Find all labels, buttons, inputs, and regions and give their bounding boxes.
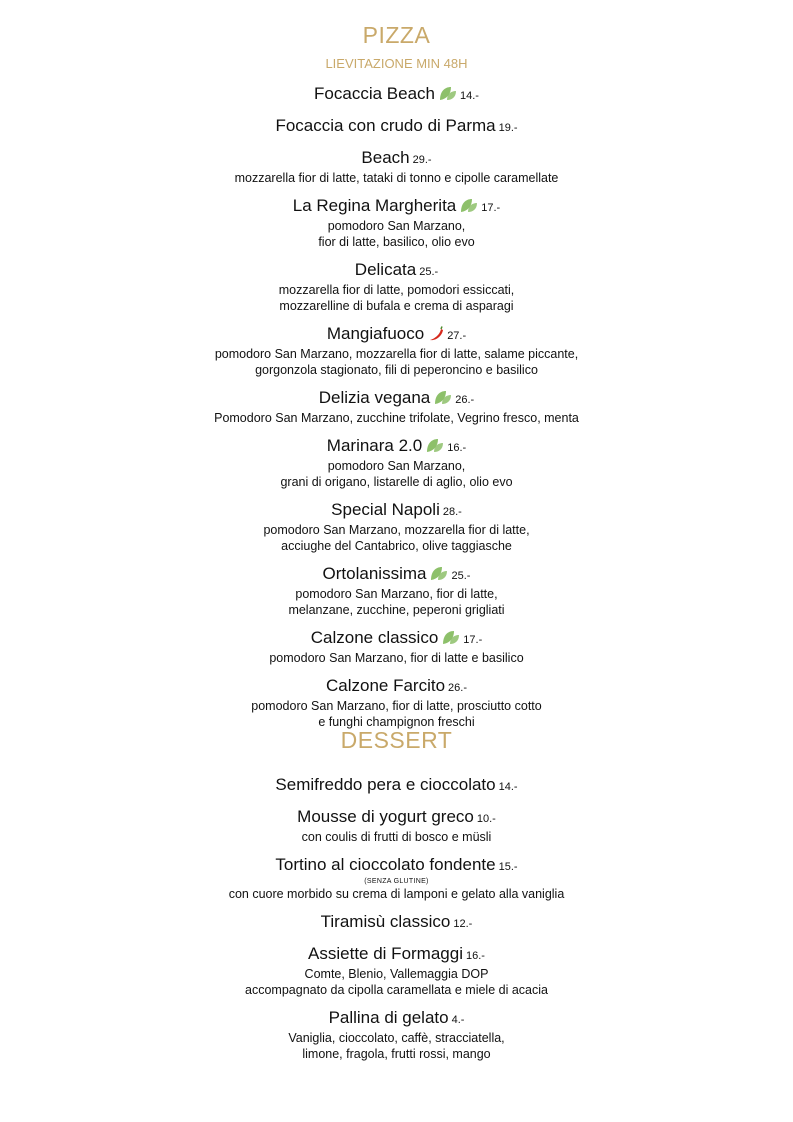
leaf-icon <box>434 390 452 410</box>
menu-item <box>0 116 793 138</box>
item-name: Beach <box>361 148 410 167</box>
menu-item <box>0 1008 793 1062</box>
item-name: Assiette di Formaggi <box>308 944 463 963</box>
menu-item <box>0 628 793 666</box>
item-name-row <box>0 628 793 650</box>
item-price: 14.- <box>459 90 479 102</box>
item-description-line: pomodoro San Marzano, mozzarella fior di latte, salame piccante, <box>214 347 579 361</box>
item-price: 10.- <box>476 813 496 825</box>
item-name-row <box>0 944 793 966</box>
item-description-line: pomodoro San Marzano, fior di latte, prosciutto cotto <box>251 699 542 713</box>
item-name-row <box>0 676 793 698</box>
item-description-line: limone, fragola, frutti rossi, mango <box>302 1047 491 1061</box>
menu-item <box>0 436 793 490</box>
leaf-icon <box>460 198 478 218</box>
item-name-row <box>0 436 793 458</box>
item-description-line: pomodoro San Marzano, <box>327 459 466 473</box>
item-name: Mousse di yogurt greco <box>297 807 474 826</box>
item-price: 28.- <box>442 506 462 518</box>
item-name: Special Napoli <box>331 500 440 519</box>
leaf-icon <box>442 630 460 650</box>
item-description-line: pomodoro San Marzano, fior di latte, <box>295 587 498 601</box>
pizza-subtitle: LIEVITAZIONE MIN 48H <box>325 56 468 71</box>
item-price: 25.- <box>419 266 439 278</box>
item-name-row <box>0 324 793 346</box>
item-name: Pallina di gelato <box>328 1008 449 1027</box>
item-description-line: grani di origano, listarelle di aglio, olio evo <box>280 475 513 489</box>
pizza-list <box>0 84 793 730</box>
menu-item <box>0 260 793 314</box>
item-price: 14.- <box>498 781 518 793</box>
item-description-line: Pomodoro San Marzano, zucchine trifolate, Vegrino fresco, menta <box>214 411 579 425</box>
dessert-section <box>0 729 793 1062</box>
item-name: Focaccia Beach <box>314 84 435 103</box>
item-description-line: accompagnato da cipolla caramellata e miele di acacia <box>245 983 548 997</box>
item-name: La Regina Margherita <box>292 196 457 215</box>
item-price: 4.- <box>451 1014 465 1026</box>
item-name-row <box>0 116 793 138</box>
menu-item <box>0 855 793 902</box>
item-price: 25.- <box>451 570 471 582</box>
item-name-row <box>0 1008 793 1030</box>
item-description-line: con cuore morbido su crema di lamponi e gelato alla vaniglia <box>228 887 565 901</box>
item-note: (SENZA GLUTINE) <box>364 878 429 885</box>
item-name-row <box>0 84 793 106</box>
item-price: 29.- <box>412 154 432 166</box>
item-name: Ortolanissima <box>322 564 427 583</box>
menu-item <box>0 807 793 845</box>
item-price: 26.- <box>455 394 475 406</box>
item-description-line: con coulis di frutti di bosco e müsli <box>301 830 492 844</box>
item-description-line: acciughe del Cantabrico, olive taggiasche <box>281 539 512 553</box>
dessert-title: DESSERT <box>340 727 453 753</box>
menu-item <box>0 676 793 730</box>
item-name-row <box>0 196 793 218</box>
menu-item <box>0 912 793 934</box>
item-description-line: gorgonzola stagionato, fili di peperoncino e basilico <box>255 363 538 377</box>
item-name: Calzone Farcito <box>325 676 446 695</box>
item-price: 17.- <box>463 634 483 646</box>
item-name: Delicata <box>354 260 417 279</box>
item-description-line: fior di latte, basilico, olio evo <box>318 235 475 249</box>
item-name: Tortino al cioccolato fondente <box>275 855 496 874</box>
item-name-row <box>0 855 793 877</box>
item-price: 12.- <box>453 918 473 930</box>
item-name: Mangiafuoco <box>326 324 425 343</box>
item-price: 15.- <box>498 861 518 873</box>
item-name-row <box>0 775 793 797</box>
item-name-row <box>0 500 793 522</box>
item-name: Focaccia con crudo di Parma <box>275 116 496 135</box>
item-description-line: pomodoro San Marzano, <box>327 219 466 233</box>
item-name-row <box>0 807 793 829</box>
item-price: 26.- <box>448 682 468 694</box>
item-name: Tiramisù classico <box>320 912 451 931</box>
item-name-row <box>0 912 793 934</box>
leaf-icon <box>430 566 448 586</box>
item-description-line: pomodoro San Marzano, mozzarella fior di latte, <box>263 523 530 537</box>
menu-item <box>0 564 793 618</box>
pizza-title: PIZZA <box>362 22 431 48</box>
item-price: 27.- <box>447 330 467 342</box>
item-price: 16.- <box>447 442 467 454</box>
item-description-line: Comte, Blenio, Vallemaggia DOP <box>304 967 489 981</box>
leaf-icon <box>439 86 457 106</box>
item-price: 17.- <box>481 202 501 214</box>
item-price: 19.- <box>498 122 518 134</box>
item-name-row <box>0 564 793 586</box>
item-description-line: e funghi champignon freschi <box>318 715 475 729</box>
chili-icon <box>428 326 444 346</box>
menu-item <box>0 388 793 426</box>
menu-item <box>0 148 793 186</box>
item-description-line: pomodoro San Marzano, fior di latte e basilico <box>269 651 524 665</box>
item-name-row <box>0 388 793 410</box>
menu-item <box>0 944 793 998</box>
menu-item <box>0 84 793 106</box>
item-description-line: melanzane, zucchine, peperoni grigliati <box>288 603 505 617</box>
item-description-line: mozzarelline di bufala e crema di asparagi <box>279 299 514 313</box>
menu-item <box>0 500 793 554</box>
menu-item <box>0 775 793 797</box>
leaf-icon <box>426 438 444 458</box>
menu-item <box>0 196 793 250</box>
item-name: Semifreddo pera e cioccolato <box>275 775 496 794</box>
item-name-row <box>0 148 793 170</box>
item-description-line: Vaniglia, cioccolato, caffè, stracciatella, <box>288 1031 505 1045</box>
item-name: Delizia vegana <box>318 388 431 407</box>
pizza-section <box>0 24 793 730</box>
item-price: 16.- <box>465 950 485 962</box>
dessert-list <box>0 775 793 1062</box>
item-description-line: mozzarella fior di latte, pomodori essiccati, <box>278 283 515 297</box>
item-name: Calzone classico <box>310 628 439 647</box>
item-description-line: mozzarella fior di latte, tataki di tonno e cipolle caramellate <box>234 171 559 185</box>
item-name: Marinara 2.0 <box>326 436 423 455</box>
item-name-row <box>0 260 793 282</box>
menu-item <box>0 324 793 378</box>
